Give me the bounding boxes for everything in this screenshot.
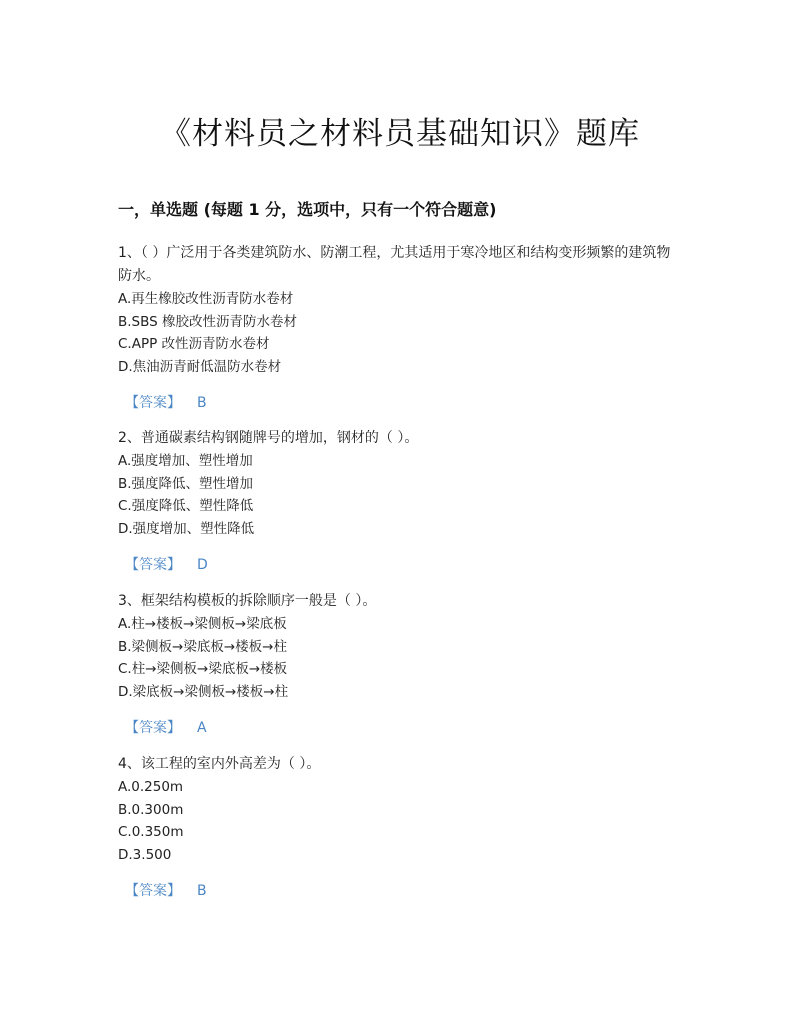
option-a: A.柱→楼板→梁侧板→梁底板 — [118, 616, 287, 632]
answer-row — [118, 554, 684, 576]
option-d: D.3.500 — [118, 846, 172, 863]
option-c: C.强度降低、塑性降低 — [118, 498, 254, 514]
option-d: D.强度增加、塑性降低 — [118, 520, 255, 537]
option-b: B.强度降低、塑性增加 — [118, 475, 254, 492]
answer-row — [118, 392, 684, 414]
question-4 — [118, 753, 684, 902]
option-a: A.再生橡胶改性沥青防水卷材 — [118, 291, 294, 307]
option-d: D.焦油沥青耐低温防水卷材 — [118, 358, 282, 375]
answer-label: 【答案】 — [125, 720, 181, 736]
answer-row — [118, 717, 684, 739]
answer-row — [118, 880, 684, 902]
question-stem: 2、普通碳素结构钢随牌号的增加，钢材的（ ）。 — [118, 430, 419, 446]
document-title: 《材料员之材料员基础知识》题库 — [160, 116, 640, 152]
question-stem: 4、该工程的室内外高差为（ ）。 — [118, 756, 321, 772]
answer-value: D — [197, 557, 208, 573]
option-b: B.SBS 橡胶改性沥青防水卷材 — [118, 313, 298, 330]
answer-value: B — [197, 395, 207, 411]
option-a: A.强度增加、塑性增加 — [118, 453, 253, 469]
question-2 — [118, 427, 684, 576]
section-heading: 一，单选题 (每题 1 分，选项中，只有一个符合题意) — [118, 200, 497, 219]
question-1 — [118, 242, 684, 414]
answer-label: 【答案】 — [125, 883, 181, 899]
answer-value: B — [197, 883, 207, 899]
option-a: A.0.250m — [118, 779, 184, 795]
option-c: C.APP 改性沥青防水卷材 — [118, 336, 270, 352]
question-3 — [118, 590, 684, 739]
option-b: B.0.300m — [118, 801, 184, 818]
option-c: C.0.350m — [118, 824, 184, 840]
answer-label: 【答案】 — [125, 395, 181, 411]
answer-label: 【答案】 — [125, 557, 181, 573]
question-stem: 3、框架结构模板的拆除顺序一般是（ ）。 — [118, 593, 377, 609]
option-b: B.梁侧板→梁底板→楼板→柱 — [118, 638, 287, 655]
option-c: C.柱→梁侧板→梁底板→楼板 — [118, 661, 288, 677]
answer-value: A — [197, 720, 207, 736]
question-stem: 1、（ ）广泛用于各类建筑防水、防潮工程，尤其适用于寒冷地区和结构变形频繁的建筑物防水。 — [118, 245, 671, 284]
option-d: D.梁底板→梁侧板→楼板→柱 — [118, 683, 289, 700]
